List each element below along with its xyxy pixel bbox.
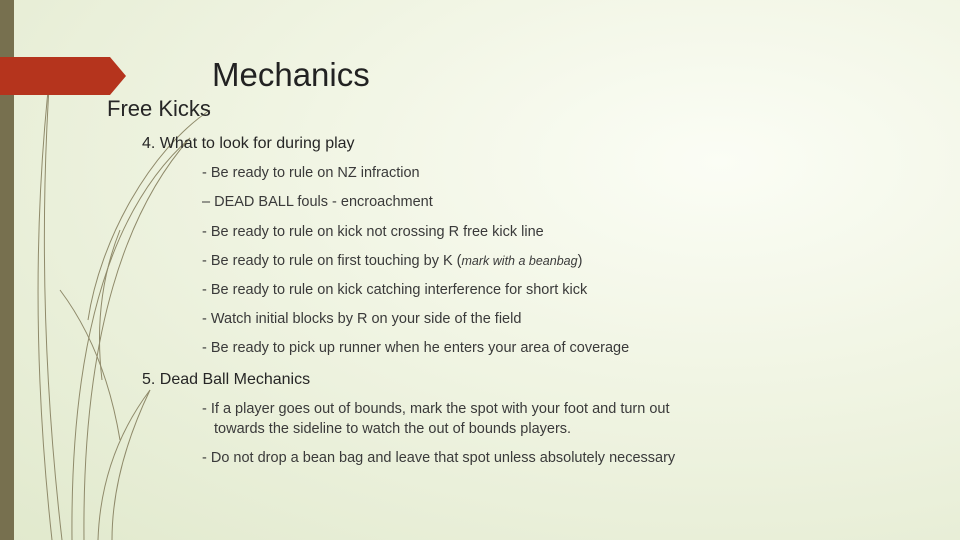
list-item [202, 399, 762, 439]
list-item-line-2: towards the sideline to watch the out of bounds players. [214, 421, 572, 437]
list-item [202, 251, 762, 271]
list-item-note: mark with a beanbag [461, 254, 578, 268]
section-heading-look-for: 4. What to look for during play [142, 135, 355, 152]
slide-title: Mechanics [212, 56, 370, 93]
list-item: - Be ready to rule on kick catching interference for short kick [202, 282, 588, 298]
list-item: - Watch initial blocks by R on your side of the field [202, 311, 522, 327]
list-item: - Be ready to rule on kick not crossing R free kick line [202, 224, 544, 240]
list-item-close: ) [577, 253, 583, 269]
slide-subtitle: Free Kicks [107, 96, 211, 121]
list-item-text: - Be ready to rule on first touching by K ( [202, 253, 462, 269]
section-heading-dead-ball: 5. Dead Ball Mechanics [142, 371, 311, 388]
red-title-tab-icon [0, 57, 126, 95]
list-item-line-1: - If a player goes out of bounds, mark the spot with your foot and turn out [202, 401, 670, 417]
list-item: - Be ready to rule on NZ infraction [202, 165, 420, 181]
list-item: - Do not drop a bean bag and leave that spot unless absolutely necessary [202, 450, 676, 466]
list-item: – DEAD BALL fouls - encroachment [202, 194, 433, 210]
list-item: - Be ready to pick up runner when he enters your area of coverage [202, 340, 630, 356]
